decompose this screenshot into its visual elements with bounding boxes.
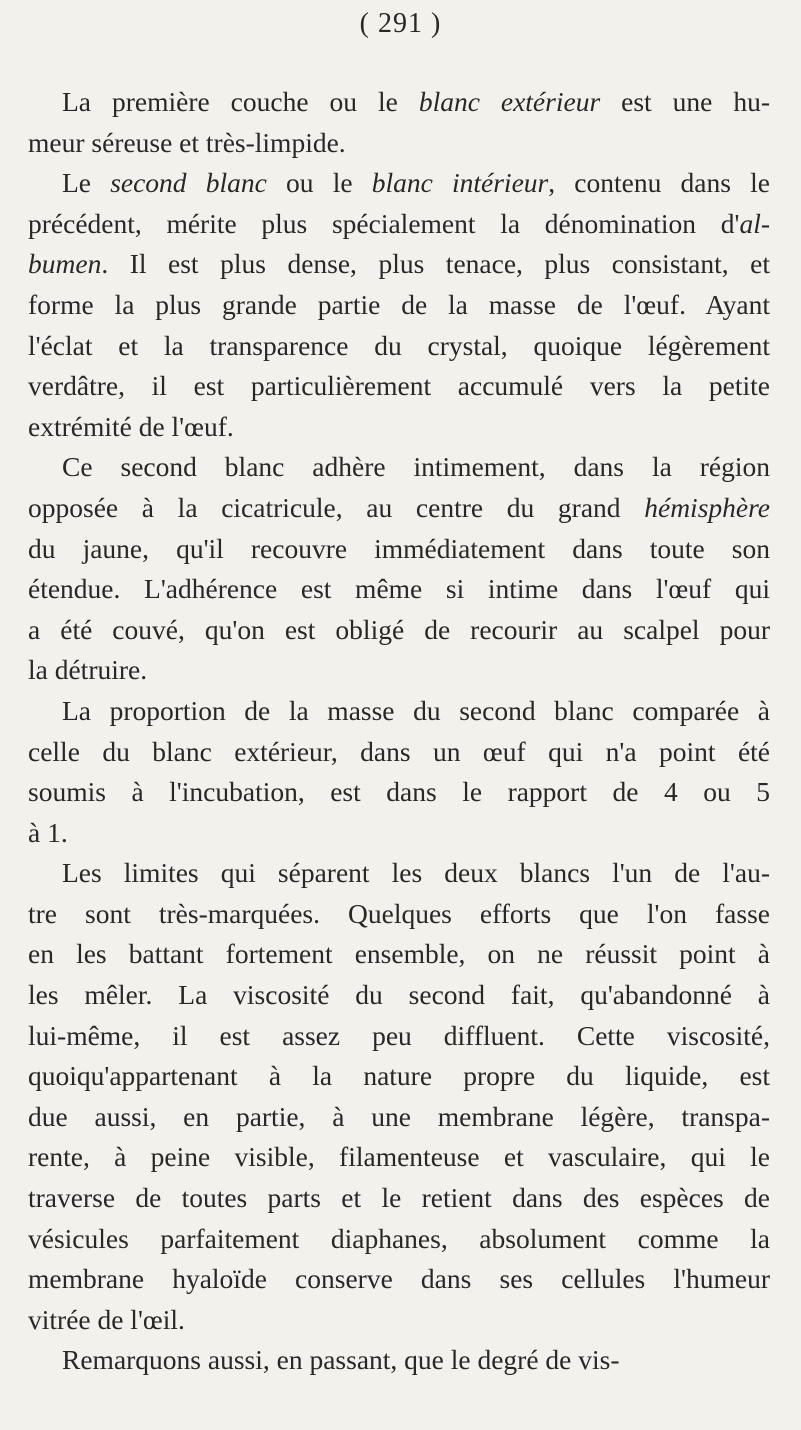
text-line — [28, 82, 770, 123]
page-number: ( 291 ) — [359, 8, 442, 39]
text-line — [28, 326, 770, 367]
text-line — [28, 1137, 770, 1178]
text-line — [28, 1056, 770, 1097]
text-line — [28, 1178, 770, 1219]
italic-text: hémisphère — [644, 491, 770, 523]
text-line — [28, 813, 770, 854]
text-line — [28, 366, 770, 407]
text-line — [28, 610, 770, 651]
text-run: forme la plus grande partie de la masse de l'œuf. Ayant — [28, 288, 770, 320]
text-run: vitrée de l'œil. — [28, 1303, 185, 1335]
text-run: , contenu dans le — [548, 167, 770, 199]
text-run: extrémité de l'œuf. — [28, 410, 234, 442]
text-line — [28, 488, 770, 529]
italic-text: al- — [739, 207, 770, 239]
text-run: vésicules parfaitement diaphanes, absolument comme la — [28, 1222, 770, 1254]
text-line — [28, 894, 770, 935]
text-run: due aussi, en partie, à une membrane légère, transpa- — [28, 1100, 770, 1132]
text-run: précédent, mérite plus spécialement la dénomination d' — [28, 207, 740, 239]
text-run: tre sont très-marquées. Quelques efforts que l'on fasse — [28, 897, 770, 929]
text-line — [28, 691, 770, 732]
text-run: traverse de toutes parts et le retient dans des espèces de — [28, 1182, 770, 1214]
paragraph — [28, 82, 770, 163]
italic-text: second blanc — [110, 167, 267, 199]
text-line — [28, 529, 770, 570]
text-line — [28, 407, 770, 448]
text-run: Le — [62, 167, 111, 199]
text-line — [28, 853, 770, 894]
text-line — [28, 244, 770, 285]
text-run: Remarquons aussi, en passant, que le degré de vis- — [62, 1344, 620, 1376]
text-line — [28, 447, 770, 488]
text-line — [28, 163, 770, 204]
text-run: . Il est plus dense, plus tenace, plus consistant, et — [101, 248, 770, 280]
text-run: est une hu- — [600, 86, 770, 117]
text-run: opposée à la cicatricule, au centre du grand — [28, 491, 645, 523]
text-run: meur séreuse et très-limpide. — [28, 126, 346, 158]
text-run: rente, à peine visible, filamenteuse et vasculaire, qui le — [28, 1141, 770, 1173]
paragraph — [28, 163, 770, 447]
text-run: verdâtre, il est particulièrement accumulé vers la petite — [28, 370, 770, 402]
paragraph — [28, 691, 770, 853]
text-run: du jaune, qu'il recouvre immédiatement dans toute son — [28, 532, 770, 564]
text-line — [28, 1259, 770, 1300]
text-line — [28, 1300, 770, 1341]
text-run: la détruire. — [28, 654, 148, 686]
text-line — [28, 934, 770, 975]
text-run: soumis à l'incubation, est dans le rapport de 4 ou 5 — [28, 776, 770, 808]
text-line — [28, 650, 770, 691]
text-line — [28, 975, 770, 1016]
text-line — [28, 204, 770, 245]
paragraph — [28, 447, 770, 691]
italic-text: bumen — [28, 248, 102, 280]
text-run: La proportion de la masse du second blanc comparée à — [62, 694, 770, 726]
text-run: a été couvé, qu'on est obligé de recourir au scalpel pour — [28, 613, 770, 645]
text-run: étendue. L'adhérence est même si intime dans l'œuf qui — [28, 573, 770, 605]
text-run: La première couche ou le — [62, 86, 419, 117]
text-run: Ce second blanc adhère intimement, dans la région — [62, 451, 770, 483]
text-run: celle du blanc extérieur, dans un œuf qui n'a point été — [28, 735, 770, 767]
text-line — [28, 123, 770, 164]
text-line — [28, 285, 770, 326]
text-line — [28, 1097, 770, 1138]
text-line — [28, 1219, 770, 1260]
text-run: à 1. — [28, 816, 68, 848]
page-body-text — [28, 82, 770, 1381]
text-run: membrane hyaloïde conserve dans ses cellules l'humeur — [28, 1263, 770, 1295]
text-line — [28, 569, 770, 610]
text-line — [28, 1340, 770, 1381]
italic-text: blanc extérieur — [418, 86, 601, 117]
text-line — [28, 1016, 770, 1057]
text-run: les mêler. La viscosité du second fait, qu'abandonné à — [28, 979, 770, 1011]
text-line — [28, 772, 770, 813]
text-run: en les battant fortement ensemble, on ne réussit point à — [28, 938, 770, 970]
text-run: quoiqu'appartenant à la nature propre du liquide, est — [28, 1060, 770, 1092]
paragraph — [28, 853, 770, 1340]
text-run: Les limites qui séparent les deux blancs l'un de l'au- — [62, 857, 770, 889]
paragraph — [28, 1340, 770, 1381]
text-run: ou le — [266, 167, 372, 199]
text-line — [28, 732, 770, 773]
text-run: l'éclat et la transparence du crystal, quoique légèrement — [28, 329, 770, 361]
italic-text: blanc intérieur — [371, 167, 549, 199]
text-run: lui-même, il est assez peu diffluent. Cette viscosité, — [28, 1019, 770, 1051]
